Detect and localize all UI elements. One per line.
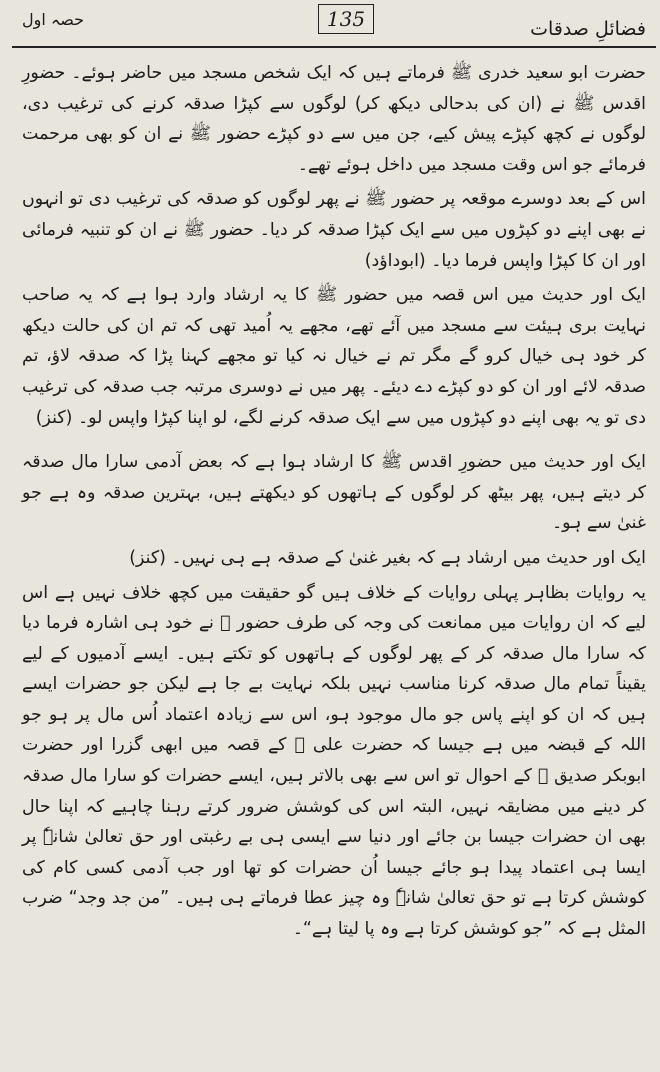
book-title: فضائلِ صدقات	[530, 18, 646, 40]
page-number: 135	[318, 4, 374, 34]
page-header	[0, 0, 660, 48]
paragraph-4: ایک اور حدیث میں حضورِ اقدس ﷺ کا ارشاد ہوا ہے کہ بعض آدمی سارا مال صدقہ کر دیتے ہیں، پھر بیٹھ کر لوگوں کے ہاتھوں کو دیکھتے ہیں، بہترین صدقہ وہ ہے جو غنیٰ سے ہو۔	[22, 452, 646, 534]
paragraph-3: ایک اور حدیث میں اس قصہ میں حضور ﷺ کا یہ ارشاد وارد ہوا ہے کہ یہ صاحب نہایت بری ہیئت سے مسجد میں آئے تھے، مجھے یہ اُمید تھی کہ تم ان کی حالت دیکھ کر خود ہی خیال کرو گے مگر تم نے خیال نہ کیا تو مجھے کہنا پڑا کہ صدقہ لاؤ، تم صدقہ لائے اور ان کو دو کپڑے دے دیئے۔ پھر میں نے دوسری مرتبہ جب صدقہ کی ترغیب دی تو یہ بھی اپنے دو کپڑوں میں سے ایک صدقہ کرنے لگے، لو اپنا کپڑا واپس لو۔ (کنز)	[22, 285, 646, 428]
paragraph-5: ایک اور حدیث میں ارشاد ہے کہ بغیر غنیٰ کے صدقہ ہے ہی نہیں۔ (کنز)	[129, 547, 646, 568]
paragraph-1: حضرت ابو سعید خدری ﷺ فرماتے ہیں کہ ایک شخص مسجد میں حاضر ہوئے۔ حضورِ اقدس ﷺ نے (ان کی بدحالی دیکھ کر) لوگوں سے کپڑا صدقہ کرنے کی ترغیب دی، لوگوں نے کچھ کپڑے پیش کیے، جن میں سے دو کپڑے حضور ﷺ نے ان کو بھی مرحمت فرمائے جو اس وقت مسجد میں داخل ہوئے تھے۔	[22, 63, 646, 175]
paragraph-6: یہ روایات بظاہر پہلی روایات کے خلاف ہیں گو حقیقت میں کچھ خلاف نہیں ہے اس لیے کہ ان روایات میں ممانعت کی وجہ کی طرف حضور ﷺ نے خود ہی اشارہ فرما دیا کہ سارا مال صدقہ کر کے پھر لوگوں کے ہاتھوں کو تکتے ہیں۔ ایسے آدمیوں کے لیے یقیناً تمام مال صدقہ کرنا مناسب نہیں بلکہ نہایت بے جا ہے لیکن جو حضرات ایسے ہیں کہ ان کو اپنے پاس جو مال موجود ہو، اس سے زیادہ اعتماد اُس مال پر ہو جو اللہ کے قبضہ میں ہے جیسا کہ حضرت علی ﷺ کے قصہ میں ابھی گزرا اور حضرت ابوبکر صدیق ﷺ کے احوال تو اس سے بھی بالاتر ہیں، ایسے حضرات کو سارا مال صدقہ کر دینے میں مضایقہ نہیں، البتہ اس کی کوشش ضرور کرتے رہنا چاہیے کہ اپنا حال بھی ان حضرات جیسا بن جائے اور دنیا سے ایسی ہی بے رغبتی اور حق تعالیٰ شانہٗ پر ایسا ہی اعتماد پیدا ہو جائے جیسا اُن حضرات کو تھا اور جب آدمی کسی کام کی کوشش کرتا ہے تو حق تعالیٰ شانہٗ وہ چیز عطا فرماتے ہی ہیں۔ ”من جد وجد“ ضرب المثل ہے کہ ”جو کوشش کرتا ہے وہ پا لیتا ہے“۔	[22, 582, 646, 940]
section-label: حصہ اول	[22, 10, 85, 29]
paragraph-2: اس کے بعد دوسرے موقعہ پر حضور ﷺ نے پھر لوگوں کو صدقہ کی ترغیب دی تو انہوں نے بھی اپنے دو کپڑوں میں سے ایک کپڑا صدقہ کر دیا۔ حضور ﷺ نے ان کو تنبیہ فرمائی اور ان کا کپڑا واپس فرما دیا۔ (ابوداؤد)	[22, 189, 646, 271]
page-body	[22, 58, 646, 949]
header-divider	[12, 46, 656, 48]
